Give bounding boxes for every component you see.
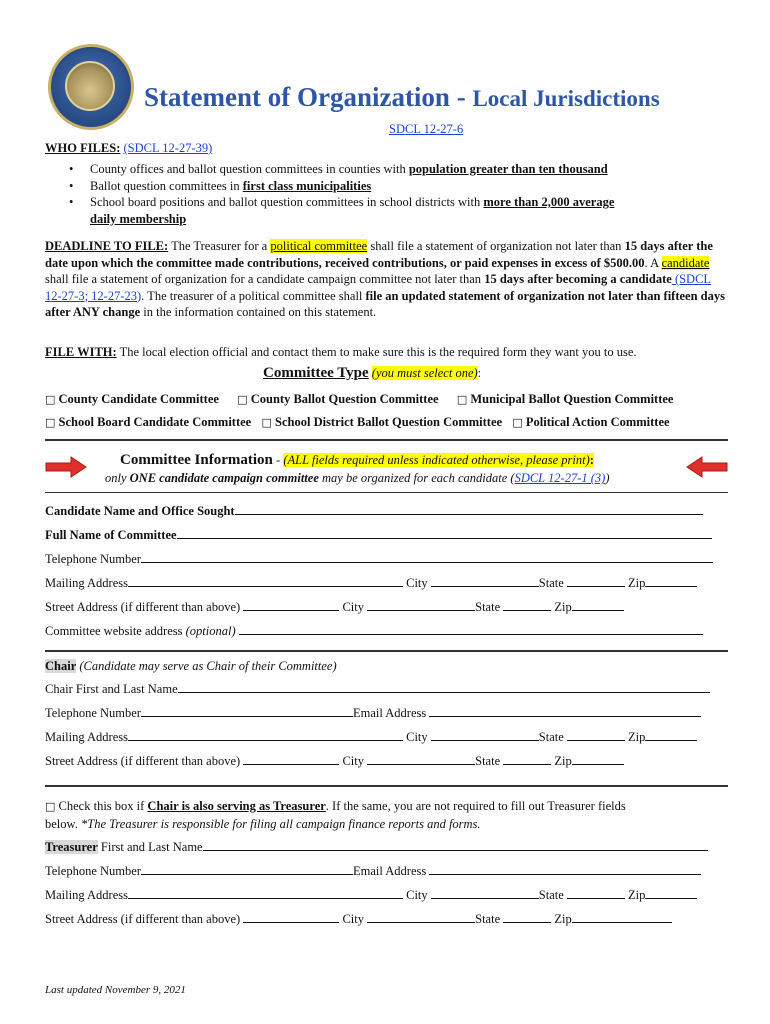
candidate-name-field[interactable]: Candidate Name and Office Sought — [45, 502, 703, 519]
committee-type-row-2 — [45, 415, 670, 430]
committee-info-heading: Committee Information - (ALL fields required unless indicated otherwise, please print): — [120, 452, 594, 468]
treasurer-name-field[interactable]: Treasurer First and Last Name — [45, 838, 708, 855]
list-item: • County offices and ballot question committees in counties with population greater than ten thousand — [45, 161, 725, 178]
committee-type-heading: Committee Type (you must select one): — [263, 365, 482, 381]
state-seal-icon — [48, 44, 134, 130]
treasurer-telephone-field[interactable]: Telephone Number Email Address — [45, 862, 701, 879]
divider — [45, 785, 728, 787]
committee-website-field[interactable]: Committee website address (optional) — [45, 622, 703, 639]
deadline-paragraph: DEADLINE TO FILE: The Treasurer for a political committee shall file a statement of organization not later than 15 days after the date upon which the committee made contributions, received contributions, or paid expenses in excess of $500.00. A candidate shall file a statement of organization for a candidate campaign committee not later than 15 days after becoming a candidate (SDCL 12-27-3; 12-27-23). The treasurer of a political committee shall file an updated statement of organization not later than fifteen days after ANY change in the information contained on this statement. — [45, 239, 725, 319]
municipal-ballot-option[interactable]: □ Municipal Ballot Question Committee — [456, 392, 674, 406]
chair-street-field[interactable]: Street Address (if different than above) City State Zip — [45, 752, 624, 769]
page-title: Statement of Organization - Local Jurisdictions — [144, 82, 660, 112]
county-candidate-option[interactable]: □ County Candidate Committee — [45, 392, 219, 406]
file-with: FILE WITH: The local election official and contact them to make sure this is the required form they want you to use. — [45, 345, 637, 359]
committee-street-field[interactable]: Street Address (if different than above) City State Zip — [45, 598, 624, 615]
committee-mailing-field[interactable]: Mailing Address City State Zip — [45, 574, 697, 591]
chair-name-field[interactable]: Chair First and Last Name — [45, 680, 710, 697]
divider — [45, 492, 728, 493]
treasurer-street-field[interactable]: Street Address (if different than above) City State Zip — [45, 910, 672, 927]
last-updated: Last updated November 9, 2021 — [45, 984, 186, 996]
committee-name-field[interactable]: Full Name of Committee — [45, 526, 712, 543]
arrow-right-icon — [45, 456, 87, 478]
treasurer-mailing-field[interactable]: Mailing Address City State Zip — [45, 886, 697, 903]
list-item: • Ballot question committees in first class municipalities — [45, 178, 725, 195]
list-item: • School board positions and ballot question committees in school districts with more than 2,000 average daily membership — [45, 194, 725, 227]
committee-telephone-field[interactable]: Telephone Number — [45, 550, 713, 567]
divider — [45, 650, 728, 652]
committee-info-subnote: only ONE candidate campaign committee may be organized for each candidate (SDCL 12-27-1 (3)) — [105, 471, 610, 485]
county-ballot-option[interactable]: □ County Ballot Question Committee — [237, 392, 439, 406]
school-district-ballot-option[interactable]: □ School District Ballot Question Committee — [261, 415, 503, 429]
subnote-ref-link[interactable]: SDCL 12-27-1 (3) — [514, 471, 606, 485]
committee-type-row-1 — [45, 392, 673, 407]
political-action-option[interactable]: □ Political Action Committee — [512, 415, 670, 429]
who-files-heading: WHO FILES: (SDCL 12-27-39) — [45, 141, 213, 155]
treasurer-checkbox-note: □ Check this box if Chair is also serving as Treasurer. If the same, you are not required to fill out Treasurer fields below. *The Treasurer is responsible for filing all campaign finance reports and forms. — [45, 799, 626, 831]
who-files-ref-link[interactable]: (SDCL 12-27-39) — [123, 141, 213, 155]
arrow-left-icon — [686, 456, 728, 478]
chair-telephone-field[interactable]: Telephone Number Email Address — [45, 704, 701, 721]
deadline-ref-link[interactable]: (SDCL 12-27-3; 12-27-23) — [45, 272, 712, 303]
chair-mailing-field[interactable]: Mailing Address City State Zip — [45, 728, 697, 745]
who-files-list — [45, 161, 725, 227]
statute-link[interactable]: SDCL 12-27-6 — [389, 122, 464, 136]
chair-heading: Chair (Candidate may serve as Chair of their Committee) — [45, 659, 337, 673]
divider — [45, 439, 728, 441]
chair-is-treasurer-checkbox[interactable]: □ — [45, 800, 56, 813]
school-board-option[interactable]: □ School Board Candidate Committee — [45, 415, 252, 429]
